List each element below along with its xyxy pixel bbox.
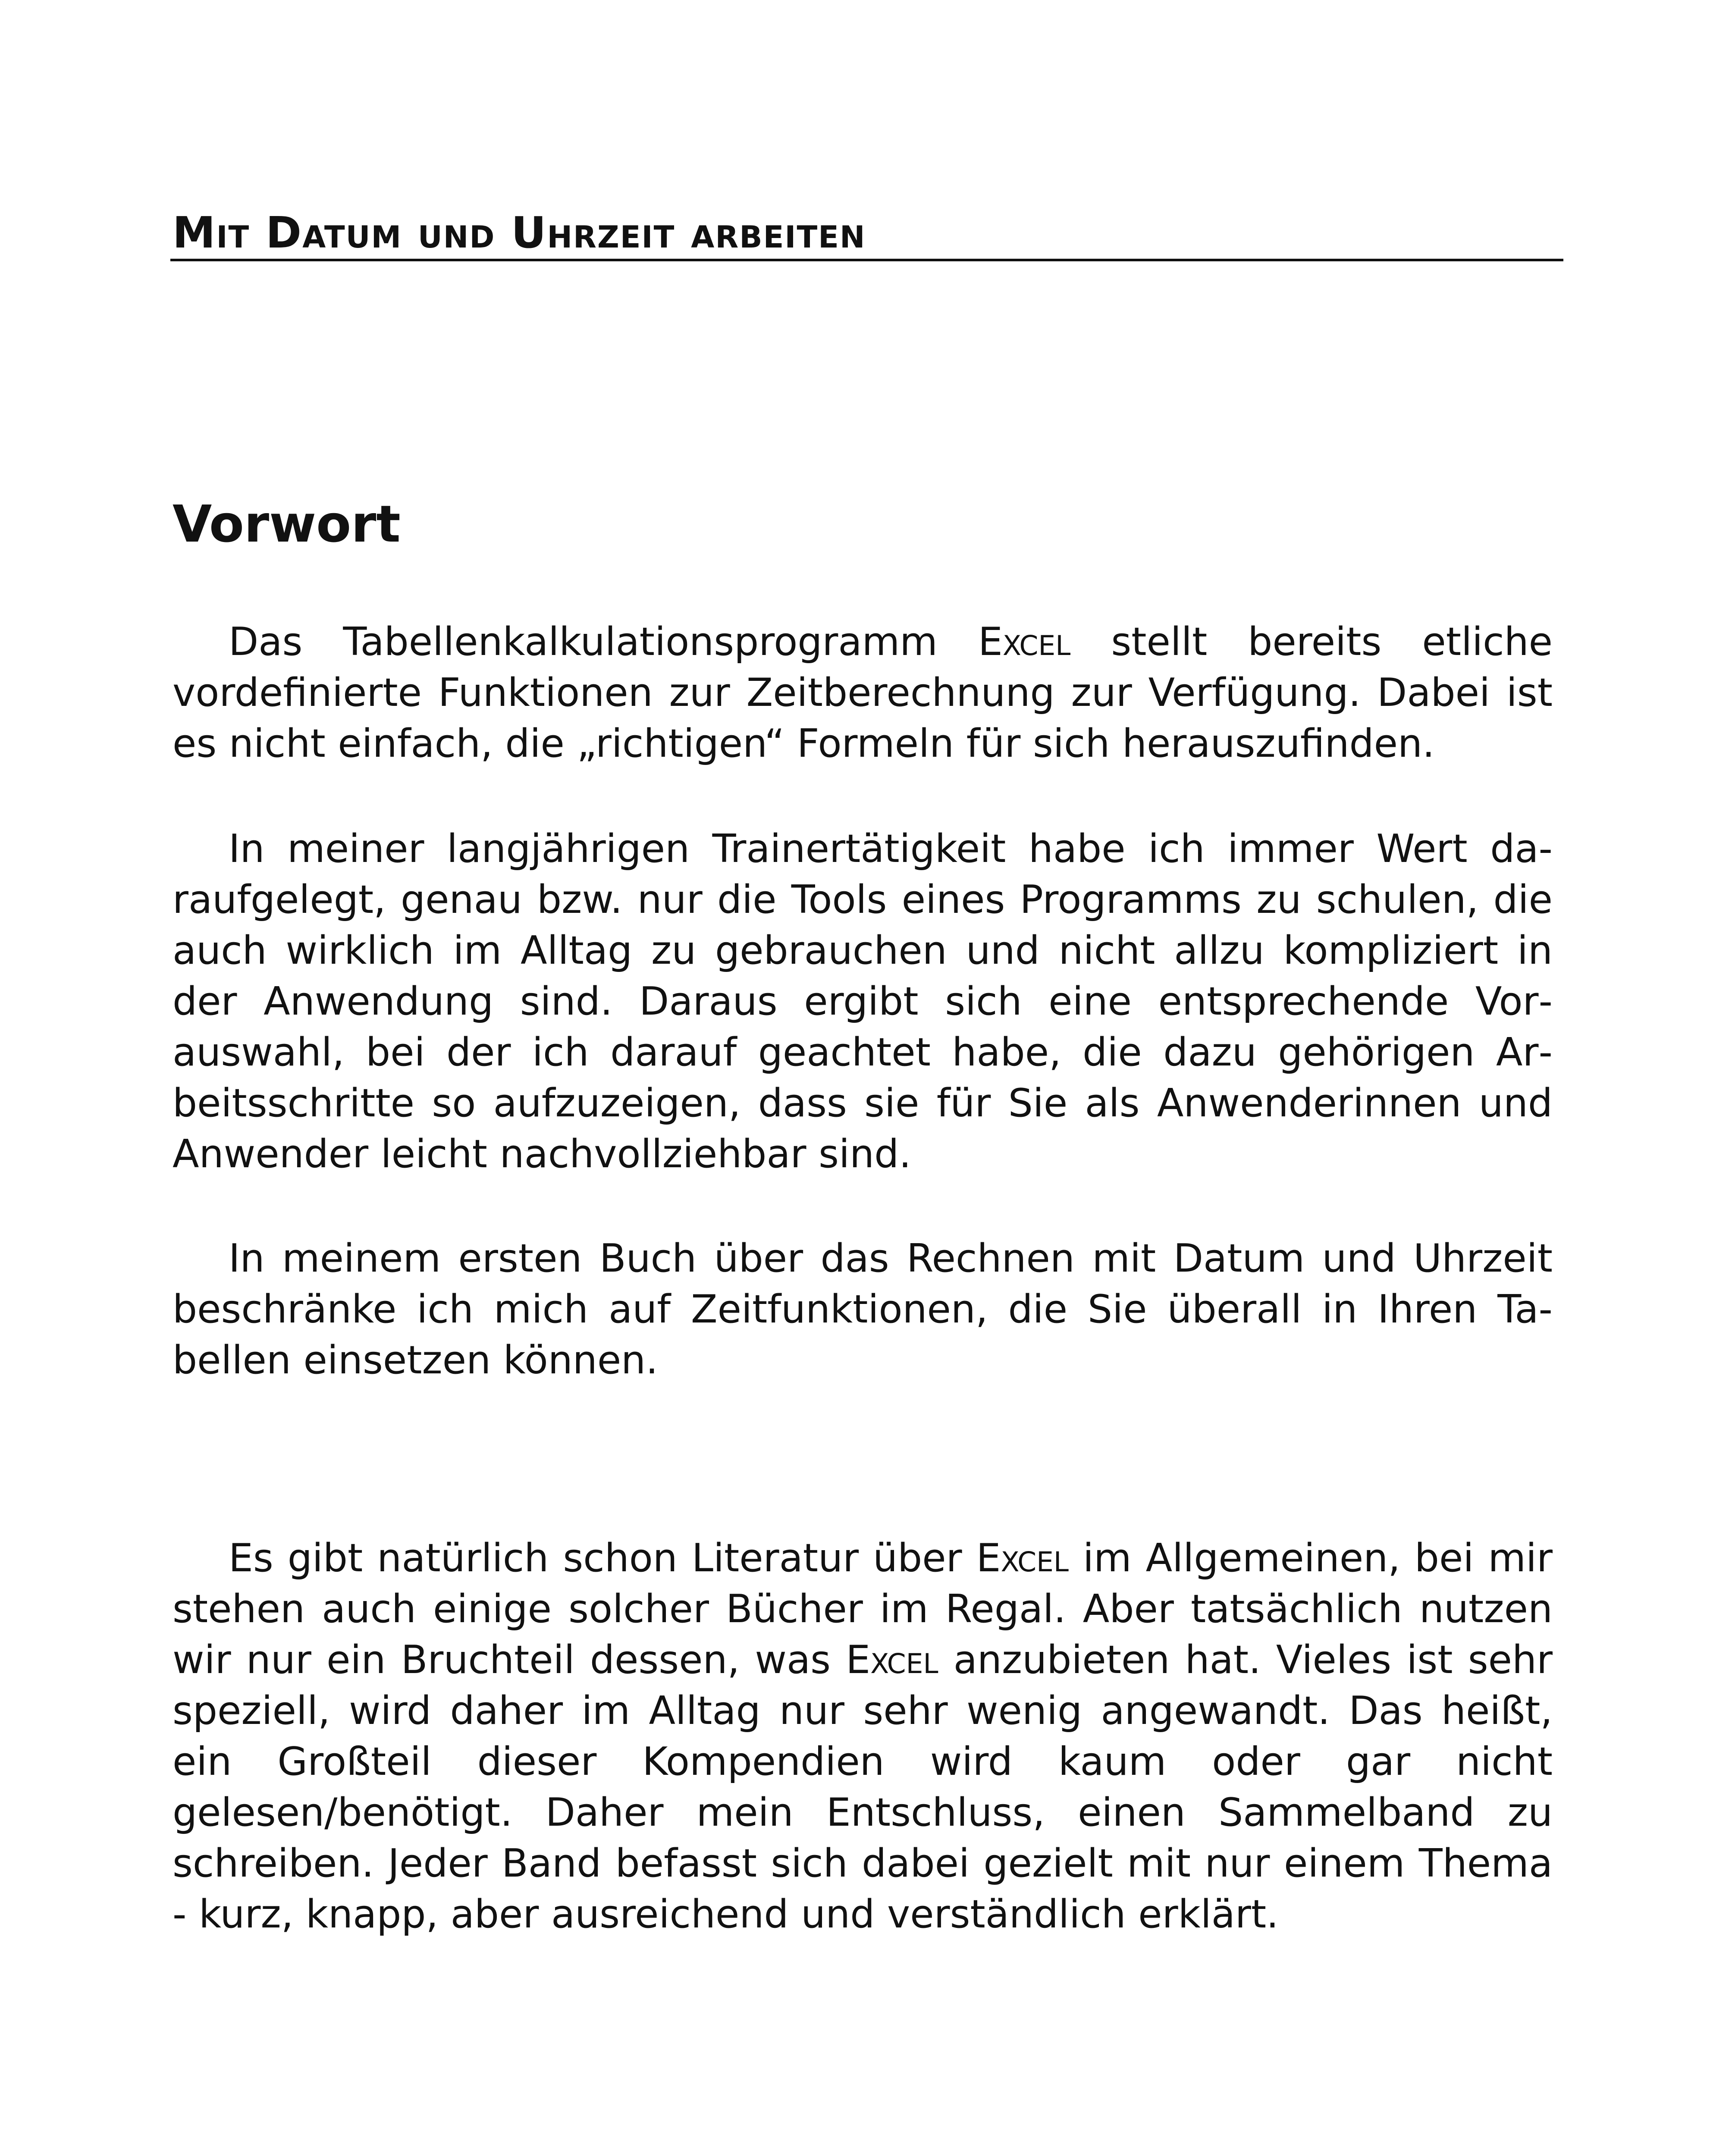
paragraph-intro-text-before: Das Tabellenkalkulationsprogramm bbox=[229, 619, 978, 664]
paragraph-trainer-experience: In meiner langjährigen Trainertätigkeit habe ich immer Wert daraufgelegt, genau bzw. nur die Tools eines Programms zu schulen, die auch wirklich im Alltag zu gebrauchen und nicht allzu kompliziert in der Anwendung sind. Daraus ergibt sich eine entsprechende Vorauswahl, bei der ich darauf geachtet habe, die dazu gehörigen Arbeitsschritte so aufzuzeigen, dass sie für Sie als Anwenderinnen und Anwender leicht nachvollziehbar sind. bbox=[173, 826, 1553, 1177]
paragraph-intro-text-after: stellt bereits etliche vordefinierte Funktionen zur Zeitberechnung zur Verfügung. Dabei ist es nicht einfach, die „richtigen“ Formeln für sich herauszufinden. bbox=[173, 619, 1553, 766]
running-header: Mit Datum und Uhrzeit arbeiten bbox=[173, 207, 866, 258]
paragraph-collection-part-3: anzubieten hat. Vieles ist sehr speziell, wird daher im Alltag nur sehr wenig angewandt. Das heißt, ein Großteil dieser Kompendien wird kaum oder gar nicht gelesen/benötigt. Daher mein Entschluss, einen Sammelband zu schreiben. Jeder Band befasst sich dabei gezielt mit nur einem Thema - kurz, knapp, aber ausreichend und verständlich erklärt. bbox=[173, 1637, 1553, 1937]
product-name-excel: Excel bbox=[976, 1536, 1069, 1581]
paragraph-collection-part-1: Es gibt natürlich schon Literatur über bbox=[229, 1536, 976, 1581]
paragraph-collection-part-2: im Allgemeinen, bei mir stehen auch einige solcher Bücher im Regal. Aber tatsächlich nutzen wir nur ein Bruchteil dessen, was bbox=[173, 1536, 1553, 1683]
header-rule bbox=[170, 259, 1563, 261]
chapter-title: Vorwort bbox=[173, 494, 401, 554]
product-name-excel: Excel bbox=[978, 619, 1071, 664]
paragraph-intro bbox=[173, 617, 1553, 769]
paragraph-first-book: In meinem ersten Buch über das Rechnen mit Datum und Uhrzeit beschränke ich mich auf Zeitfunktionen, die Sie überall in Ihren Tabellen einsetzen können. bbox=[173, 1236, 1553, 1383]
paragraph-collection bbox=[173, 1533, 1553, 1940]
product-name-excel: Excel bbox=[846, 1637, 938, 1683]
